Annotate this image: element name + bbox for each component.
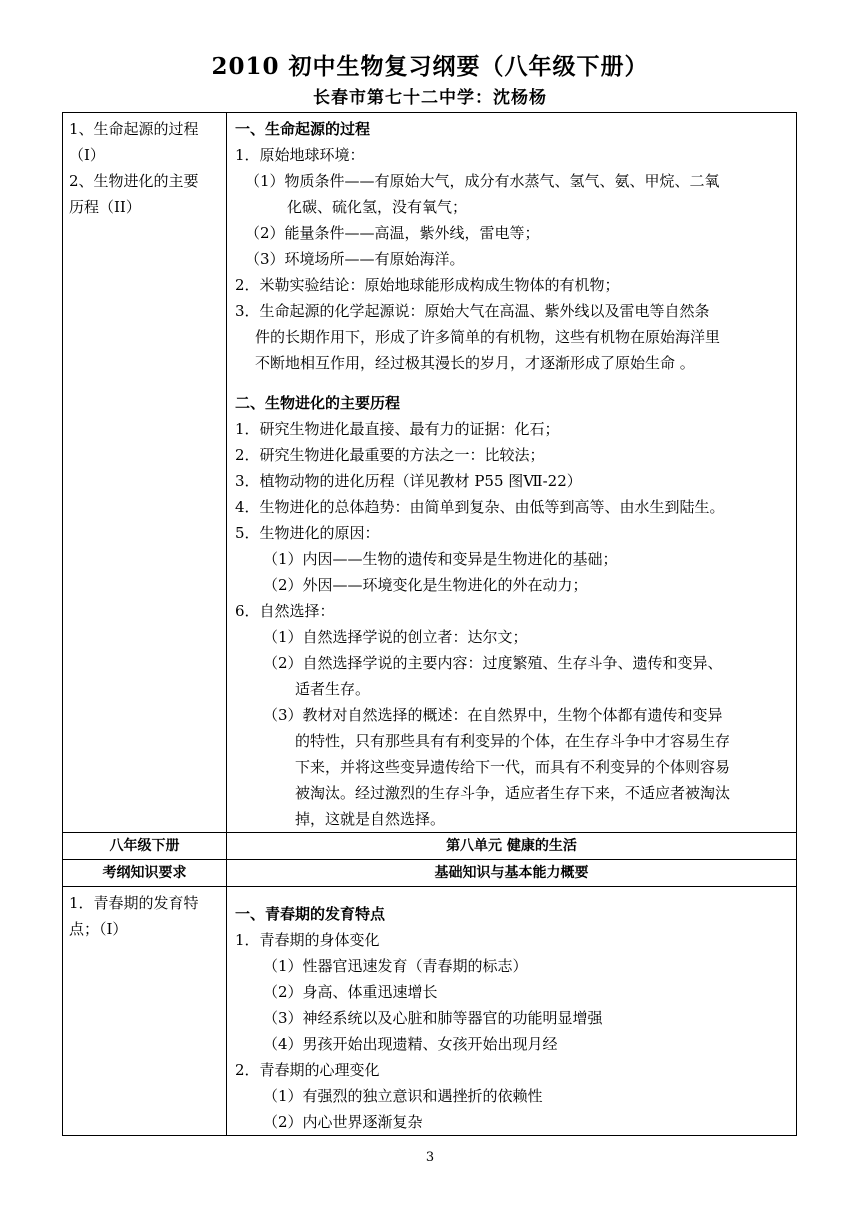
content-line: 件的长期作用下，形成了许多简单的有机物，这些有机物在原始海洋里	[255, 328, 721, 346]
content-line: （2）自然选择学说的主要内容：过度繁殖、生存斗争、遗传和变异、	[263, 654, 723, 672]
content-line: （3）神经系统以及心脏和肺等器官的功能明显增强	[263, 1009, 603, 1027]
table-row	[63, 833, 797, 860]
content-line: （2）身高、体重迅速增长	[263, 983, 438, 1001]
content-line: （1）自然选择学说的创立者：达尔文；	[263, 628, 528, 646]
section-heading: 一、青春期的发育特点	[235, 905, 386, 923]
requirement-line: 2、生物进化的主要	[69, 172, 199, 190]
content-cell	[227, 113, 797, 833]
content-line: 2．研究生物进化最重要的方法之一：比较法；	[235, 446, 545, 464]
section-heading: 一、生命起源的过程	[235, 120, 371, 138]
section-heading: 二、生物进化的主要历程	[235, 394, 401, 412]
content-line: （2）内心世界逐渐复杂	[263, 1113, 423, 1131]
content-line: 6．自然选择：	[235, 602, 335, 620]
content-line: （3）环境场所——有原始海洋。	[245, 250, 465, 268]
content-line: （1）内因——生物的遗传和变异是生物进化的基础；	[263, 550, 618, 568]
content-line: （3）教材对自然选择的概述：在自然界中，生物个体都有遗传和变异	[263, 706, 723, 724]
content-line: 3．植物动物的进化历程（详见教材 P55 图Ⅶ-22）	[235, 472, 582, 490]
content-line: 的特性，只有那些具有有利变异的个体，在生存斗争中才容易生存	[295, 732, 731, 750]
requirement-line: 1、生命起源的过程	[69, 120, 199, 138]
requirement-line: 点；（I）	[69, 920, 128, 938]
content-line: 下来，并将这些变异遗传给下一代，而具有不利变异的个体则容易	[295, 758, 731, 776]
table-row	[63, 860, 797, 887]
content-line: 化碳、硫化氢，没有氧气；	[287, 198, 468, 216]
content-line: 掉，这就是自然选择。	[295, 810, 446, 828]
content-line: 不断地相互作用，经过极其漫长的岁月，才逐渐形成了原始生命 。	[255, 354, 695, 372]
content-line: 2．米勒实验结论：原始地球能形成构成生物体的有机物；	[235, 276, 620, 294]
column-header-requirements: 考纲知识要求	[63, 860, 227, 887]
content-line: （4）男孩开始出现遗精、女孩开始出现月经	[263, 1035, 558, 1053]
requirement-line: 历程（II）	[69, 198, 141, 216]
content-line: 1．青春期的身体变化	[235, 931, 380, 949]
content-line: （1）物质条件——有原始大气，成分有水蒸气、氢气、氨、甲烷、二氧	[245, 172, 720, 190]
table-row	[63, 113, 797, 833]
content-line: （2）能量条件——高温，紫外线，雷电等；	[245, 224, 540, 242]
outline-table	[62, 112, 797, 1136]
table-row	[63, 887, 797, 1136]
requirement-line: （I）	[69, 146, 105, 164]
content-line: 4．生物进化的总体趋势：由简单到复杂、由低等到高等、由水生到陆生。	[235, 498, 725, 516]
page-number: 3	[425, 1150, 435, 1165]
content-line: 被淘汰。经过激烈的生存斗争，适应者生存下来，不适应者被淘汰	[295, 784, 731, 802]
content-line: （1）有强烈的独立意识和遇挫折的依赖性	[263, 1087, 543, 1105]
content-line: （1）性器官迅速发育（青春期的标志）	[263, 957, 528, 975]
content-line: 1．原始地球环境：	[235, 146, 365, 164]
content-line: 适者生存。	[295, 680, 371, 698]
unit-title: 第八单元 健康的生活	[227, 833, 797, 860]
requirement-line: 1．青春期的发育特	[69, 894, 199, 912]
content-line: 2．青春期的心理变化	[235, 1061, 380, 1079]
grade-label: 八年级下册	[63, 833, 227, 860]
requirements-cell	[63, 113, 227, 833]
column-header-content: 基础知识与基本能力概要	[227, 860, 797, 887]
content-line: 3．生命起源的化学起源说：原始大气在高温、紫外线以及雷电等自然条	[235, 302, 710, 320]
content-cell	[227, 887, 797, 1136]
content-line: 5．生物进化的原因：	[235, 524, 380, 542]
document-title: 2010 初中生物复习纲要（八年级下册）	[211, 53, 649, 80]
document-author: 长春市第七十二中学：沈杨杨	[313, 88, 547, 108]
content-line: 1．研究生物进化最直接、最有力的证据：化石；	[235, 420, 560, 438]
content-line: （2）外因——环境变化是生物进化的外在动力；	[263, 576, 588, 594]
requirements-cell	[63, 887, 227, 1136]
